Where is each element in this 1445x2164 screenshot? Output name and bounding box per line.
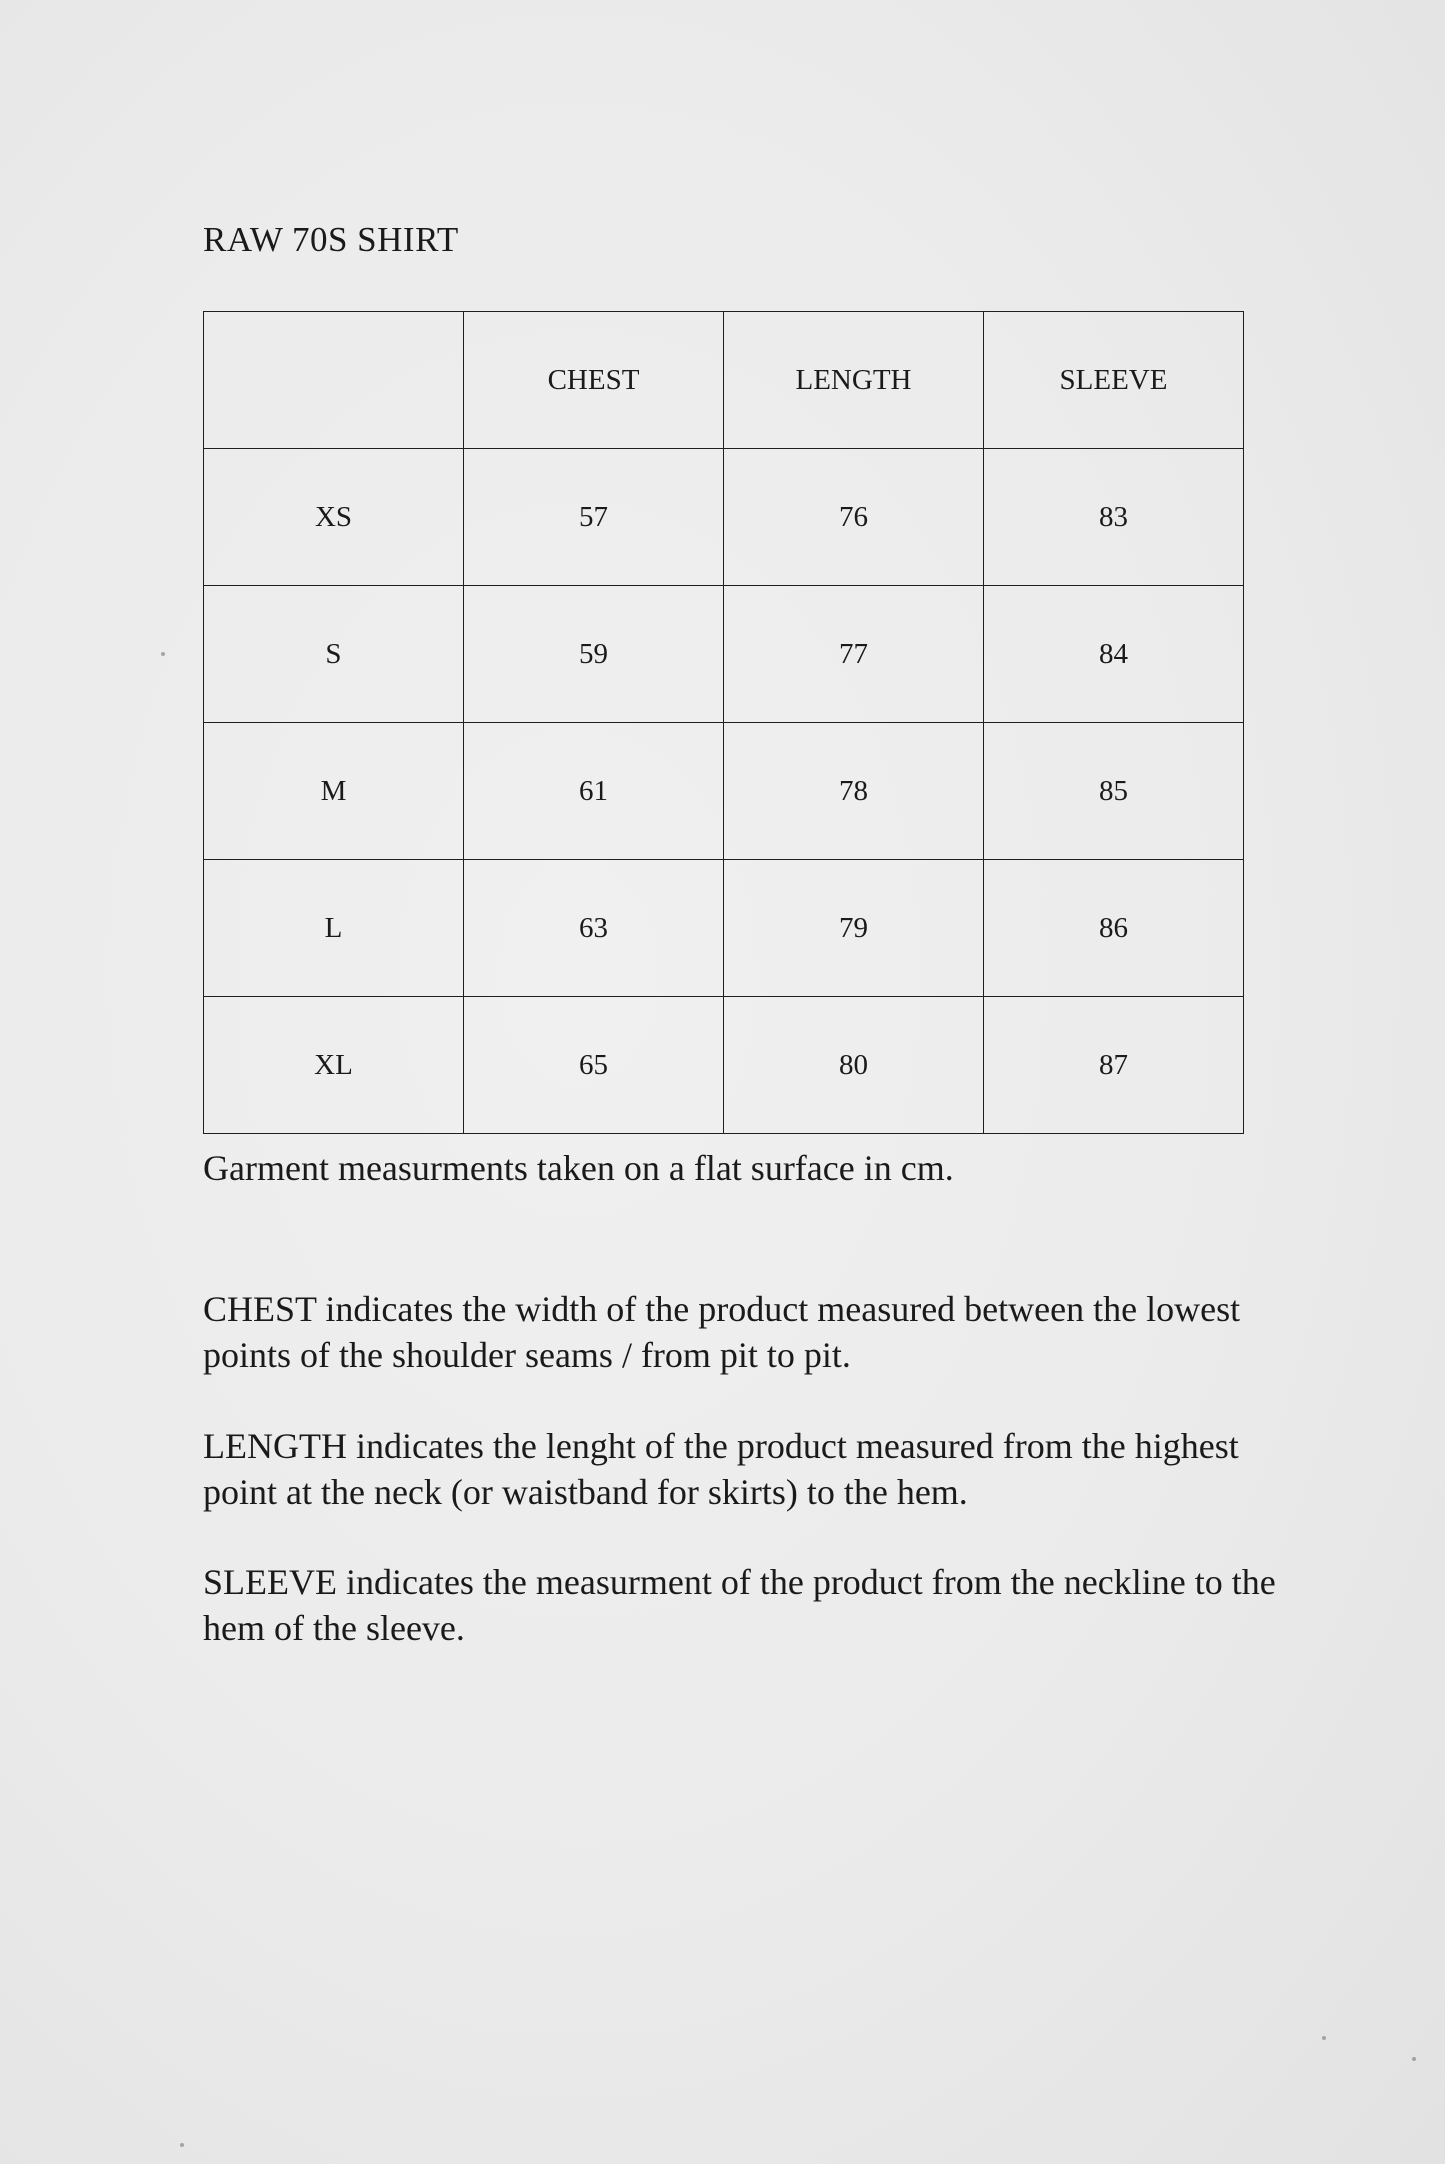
page-title: RAW 70S SHIRT <box>203 220 459 259</box>
sleeve-value-cell: 87 <box>984 997 1244 1134</box>
sleeve-value-cell: 85 <box>984 723 1244 860</box>
table-row <box>204 449 1244 586</box>
header-cell-empty <box>204 312 464 449</box>
length-definition: LENGTH indicates the lenght of the product measured from the highest point at the neck (or waistband for skirts) to the hem. <box>203 1426 1239 1512</box>
table-row <box>204 997 1244 1134</box>
header-cell-sleeve: SLEEVE <box>984 312 1244 449</box>
sleeve-definition: SLEEVE indicates the measurment of the product from the neckline to the hem of the sleeve. <box>203 1562 1276 1648</box>
size-label-cell: M <box>204 723 464 860</box>
chest-value-cell: 61 <box>464 723 724 860</box>
chest-value-cell: 63 <box>464 860 724 997</box>
length-value-cell: 79 <box>724 860 984 997</box>
length-value-cell: 76 <box>724 449 984 586</box>
chest-definition: CHEST indicates the width of the product measured between the lowest points of the shoulder seams / from pit to pit. <box>203 1289 1241 1375</box>
sleeve-value-cell: 86 <box>984 860 1244 997</box>
header-cell-chest: CHEST <box>464 312 724 449</box>
length-value-cell: 80 <box>724 997 984 1134</box>
table-header-row <box>204 312 1244 449</box>
chest-value-cell: 65 <box>464 997 724 1134</box>
sleeve-value-cell: 84 <box>984 586 1244 723</box>
table-row <box>204 860 1244 997</box>
length-value-cell: 77 <box>724 586 984 723</box>
dust-speck <box>161 652 165 656</box>
header-cell-length: LENGTH <box>724 312 984 449</box>
dust-speck <box>1412 2057 1416 2061</box>
size-label-cell: XL <box>204 997 464 1134</box>
chest-value-cell: 57 <box>464 449 724 586</box>
size-label-cell: S <box>204 586 464 723</box>
size-label-cell: L <box>204 860 464 997</box>
measurement-note: Garment measurments taken on a flat surface in cm. <box>203 1148 954 1188</box>
table-row <box>204 586 1244 723</box>
chest-value-cell: 59 <box>464 586 724 723</box>
length-value-cell: 78 <box>724 723 984 860</box>
table-row <box>204 723 1244 860</box>
dust-speck <box>1322 2036 1326 2040</box>
dust-speck <box>180 2143 184 2147</box>
sleeve-value-cell: 83 <box>984 449 1244 586</box>
size-chart-table <box>203 311 1244 1134</box>
size-label-cell: XS <box>204 449 464 586</box>
